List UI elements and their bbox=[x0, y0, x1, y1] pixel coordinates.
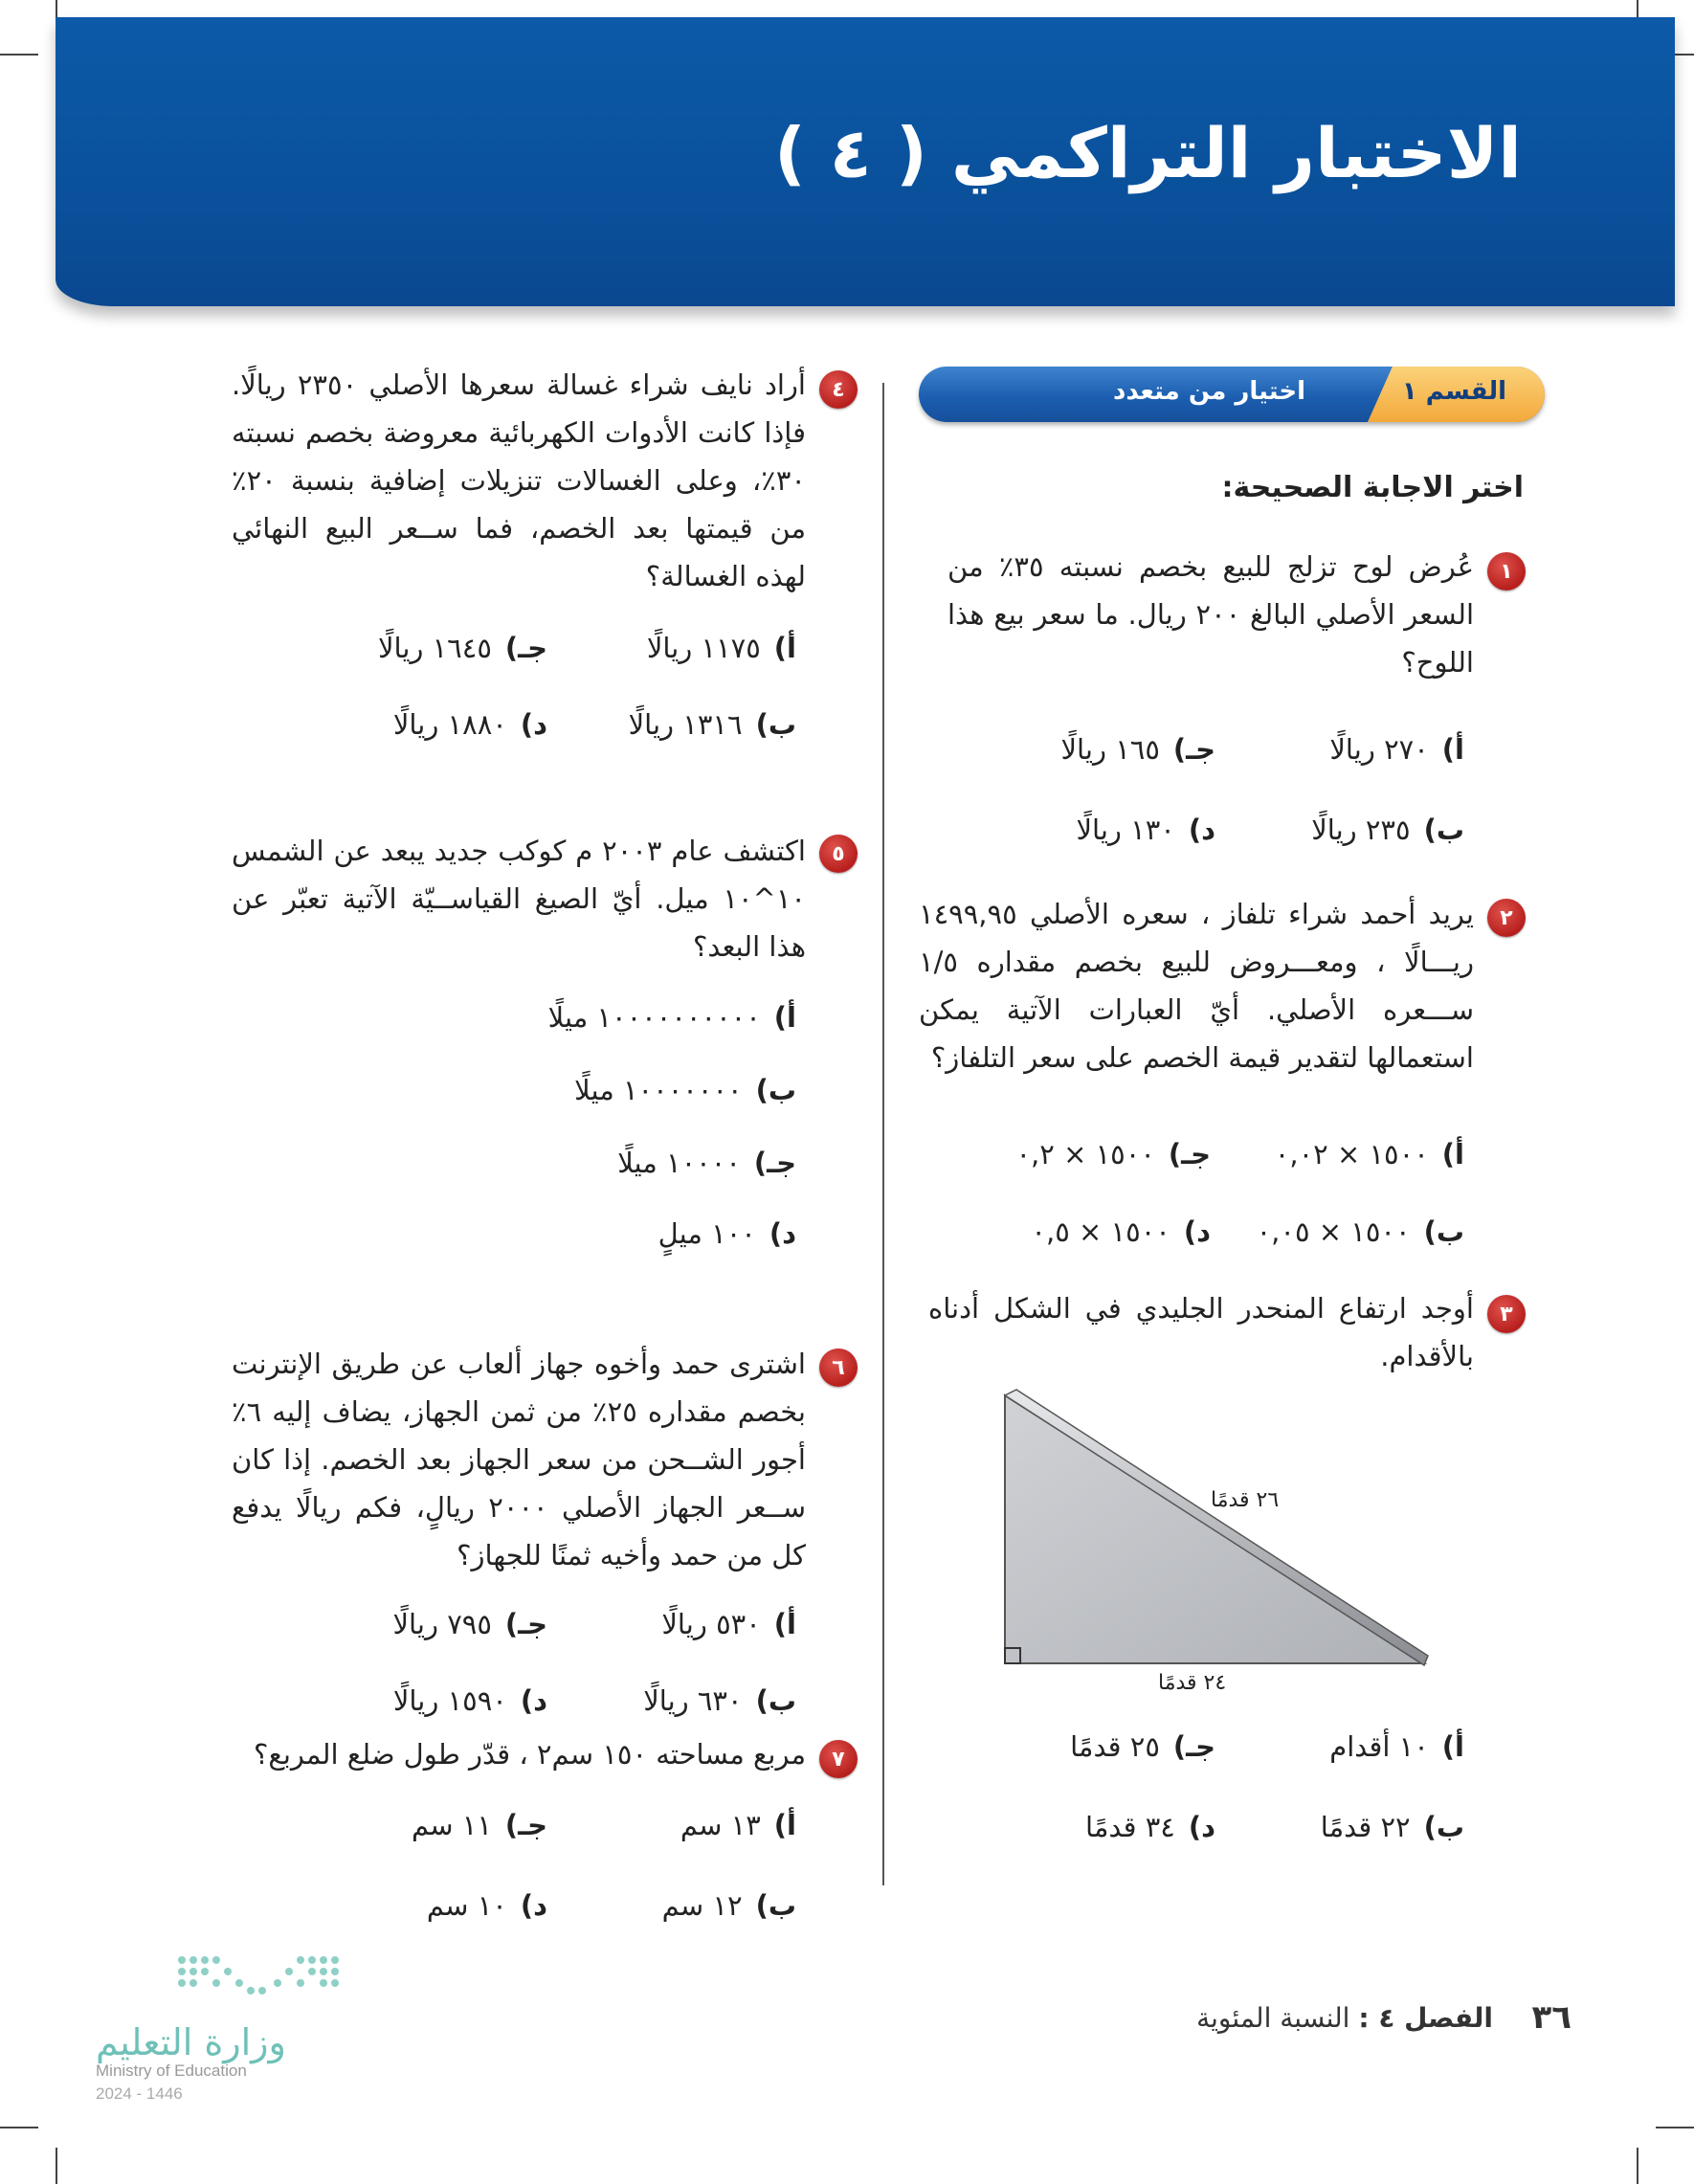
option-b[interactable] bbox=[1321, 1811, 1464, 1843]
crop-mark bbox=[1637, 2148, 1638, 2184]
question-text: عُرض لوح تزلج للبيع بخصم نسبته ٣٥٪ من السعر الأصلي البالغ ٢٠٠ ريال. ما سعر بيع هذا اللوح؟ bbox=[947, 550, 1475, 679]
option-d[interactable] bbox=[1031, 1215, 1211, 1248]
option-letter: ب) bbox=[1423, 813, 1464, 846]
option-value: ١٥٠٠ × ٠,٠٢ bbox=[1274, 1138, 1429, 1170]
option-value: ١٦٥ ريالًا bbox=[1060, 733, 1160, 766]
question-text: يريد أحمد شراء تلفاز ، سعره الأصلي ١٤٩٩,٩٥ ريـــالًا ، ومعـــروض للبيع بخصم مقداره ١/٥ ســـعره الأصلي. أيّ العبارات الآتية يمكن استعمالها لتقدير قيمة الخصم على سعر التلفاز؟ bbox=[919, 898, 1474, 1074]
section-bar bbox=[919, 367, 1545, 422]
question-number: ٧ bbox=[819, 1740, 858, 1778]
option-letter: جـ) bbox=[753, 1147, 796, 1179]
option-c[interactable] bbox=[412, 1809, 547, 1841]
option-a[interactable] bbox=[647, 632, 796, 664]
option-value: ١٣ سم bbox=[680, 1809, 761, 1841]
column-divider bbox=[882, 383, 884, 1885]
section-number: القسم ١ bbox=[1401, 377, 1506, 406]
option-d[interactable] bbox=[393, 708, 547, 741]
option-c[interactable] bbox=[1070, 1730, 1215, 1763]
question-text: اشترى حمد وأخوه جهاز ألعاب عن طريق الإنترنت بخصم مقداره ٢٥٪ من ثمن الجهاز، يضاف إليه ٦٪ أجور الشــحن من سعر الجهاز بعد الخصم. إذا كان ســعر الجهاز الأصلي ٢٠٠٠ ريالٍ، فكم ريالًا يدفع كل من حمد وأخيه ثمنًا للجهاز؟ bbox=[232, 1348, 807, 1571]
option-letter: أ) bbox=[773, 632, 796, 664]
option-letter: أ) bbox=[1441, 1730, 1464, 1763]
crop-mark bbox=[0, 54, 38, 56]
option-value: ٦٣٠ ريالًا bbox=[643, 1684, 743, 1717]
option-value: ٢٣٥ ريالًا bbox=[1311, 813, 1411, 846]
option-letter: د) bbox=[520, 708, 547, 741]
option-value: ١١ سم bbox=[411, 1809, 492, 1841]
option-letter: ب) bbox=[1423, 1811, 1464, 1843]
option-letter: أ) bbox=[773, 1809, 796, 1841]
ministry-name-ar: وزارة التعليم bbox=[96, 2021, 286, 2063]
option-b[interactable] bbox=[629, 708, 796, 741]
option-a[interactable] bbox=[1329, 1730, 1464, 1763]
instruction: اختر الاجابة الصحيحة: bbox=[1221, 471, 1524, 504]
option-letter: أ) bbox=[1441, 1138, 1464, 1170]
option-b[interactable] bbox=[662, 1889, 796, 1922]
option-value: ١١٧٥ ريالًا bbox=[646, 632, 761, 664]
question-number: ٦ bbox=[819, 1348, 858, 1387]
chapter-title: النسبة المئوية bbox=[1196, 2002, 1350, 2034]
option-letter: د) bbox=[520, 1889, 547, 1922]
ministry-name-en: Ministry of Education bbox=[96, 2061, 247, 2080]
option-value: ١٢ سم bbox=[661, 1889, 743, 1922]
section-label: اختيار من متعدد bbox=[1113, 377, 1305, 406]
option-c[interactable] bbox=[393, 1608, 547, 1640]
ministry-logo-icon bbox=[172, 1952, 345, 2000]
option-b[interactable] bbox=[1257, 1215, 1464, 1248]
option-letter: جـ) bbox=[1168, 1138, 1211, 1170]
option-value: ١٥٠٠ × ٠,٢ bbox=[1015, 1138, 1155, 1170]
question-text: مربع مساحته ١٥٠ سم٢ ، قدّر طول ضلع المربع؟ bbox=[254, 1738, 806, 1771]
option-value: ٧٩٥ ريالًا bbox=[392, 1608, 492, 1640]
question-number: ٤ bbox=[819, 370, 858, 409]
option-d[interactable] bbox=[427, 1889, 547, 1922]
option-c[interactable] bbox=[1061, 733, 1215, 766]
option-value: ١٠٠٠٠ ميلًا bbox=[617, 1147, 741, 1179]
option-d[interactable] bbox=[1085, 1811, 1215, 1843]
question-number: ٢ bbox=[1487, 899, 1526, 937]
option-a[interactable] bbox=[661, 1608, 796, 1640]
option-a[interactable] bbox=[1275, 1138, 1464, 1170]
option-letter: ب) bbox=[755, 708, 796, 741]
option-value: ١٠٠ ميلٍ bbox=[658, 1217, 756, 1250]
question-text: اكتشف عام ٢٠٠٣ م كوكب جديد يبعد عن الشمس ١٠^١٠ ميل. أيّ الصيغ القياســيّة الآتية تعبّر عن هذا البعد؟ bbox=[232, 835, 806, 963]
question-text: أوجد ارتفاع المنحدر الجليدي في الشكل أدناه بالأقدام. bbox=[928, 1292, 1474, 1372]
option-value: ١٠٠٠٠٠٠٠ ميلًا bbox=[574, 1074, 743, 1106]
option-letter: د) bbox=[1188, 1811, 1215, 1843]
question-number: ٥ bbox=[819, 835, 858, 873]
option-value: ١٣١٦ ريالًا bbox=[628, 708, 743, 741]
option-letter: أ) bbox=[773, 1001, 796, 1034]
option-a[interactable] bbox=[1329, 733, 1464, 766]
option-letter: جـ) bbox=[1172, 1730, 1215, 1763]
option-d[interactable] bbox=[1076, 813, 1215, 846]
option-value: ٥٣٠ ريالًا bbox=[661, 1608, 761, 1640]
option-c[interactable] bbox=[1015, 1138, 1211, 1170]
option-value: ٢٧٠ ريالًا bbox=[1329, 733, 1429, 766]
option-value: ١٥٠٠ × ٠,٥ bbox=[1031, 1215, 1170, 1248]
option-value: ١٣٠ ريالًا bbox=[1076, 813, 1175, 846]
option-c[interactable] bbox=[617, 1147, 796, 1179]
edition-year: 2024 - 1446 bbox=[96, 2084, 183, 2103]
option-value: ٢٢ قدمًا bbox=[1320, 1811, 1411, 1843]
option-a[interactable] bbox=[548, 1001, 796, 1034]
option-c[interactable] bbox=[378, 632, 547, 664]
question-number: ١ bbox=[1487, 552, 1526, 591]
option-value: ١٠٠٠٠٠٠٠٠٠٠ ميلًا bbox=[547, 1001, 761, 1034]
ramp-figure bbox=[995, 1388, 1436, 1675]
option-value: ١٦٤٥ ريالًا bbox=[377, 632, 492, 664]
option-letter: د) bbox=[1183, 1215, 1211, 1248]
option-a[interactable] bbox=[680, 1809, 796, 1841]
option-value: ١٠ أقدام bbox=[1329, 1730, 1429, 1763]
option-d[interactable] bbox=[393, 1684, 547, 1717]
crop-mark bbox=[1656, 2127, 1694, 2128]
option-letter: ب) bbox=[755, 1684, 796, 1717]
crop-mark bbox=[0, 2127, 38, 2128]
crop-mark bbox=[56, 2148, 57, 2184]
base-label: ٢٤ قدمًا bbox=[1158, 1671, 1227, 1695]
page-number: ٣٦ bbox=[1531, 1998, 1571, 2037]
option-letter: جـ) bbox=[504, 1608, 547, 1640]
option-letter: أ) bbox=[1441, 733, 1464, 766]
option-value: ٣٤ قدمًا bbox=[1085, 1811, 1175, 1843]
option-b[interactable] bbox=[643, 1684, 796, 1717]
option-letter: ب) bbox=[755, 1889, 796, 1922]
option-value: ١٠ سم bbox=[426, 1889, 507, 1922]
chapter-prefix: الفصل ٤ : bbox=[1358, 2002, 1493, 2034]
option-b[interactable] bbox=[1311, 813, 1464, 846]
option-letter: جـ) bbox=[504, 1809, 547, 1841]
option-letter: جـ) bbox=[1172, 733, 1215, 766]
question-number: ٣ bbox=[1487, 1295, 1526, 1333]
option-letter: ب) bbox=[1423, 1215, 1464, 1248]
option-value: ١٥٩٠ ريالًا bbox=[392, 1684, 507, 1717]
option-letter: د) bbox=[1188, 813, 1215, 846]
option-b[interactable] bbox=[574, 1074, 796, 1106]
chapter-label bbox=[1196, 2002, 1493, 2034]
option-letter: ب) bbox=[755, 1074, 796, 1106]
option-d[interactable] bbox=[658, 1217, 796, 1250]
option-value: ٢٥ قدمًا bbox=[1070, 1730, 1160, 1763]
page-title: الاختبار التراكمي ( ٤ ) bbox=[773, 113, 1522, 193]
hypotenuse-label: ٢٦ قدمًا bbox=[1211, 1488, 1280, 1512]
question-text: أراد نايف شراء غسالة سعرها الأصلي ٢٣٥٠ ريالًا. فإذا كانت الأدوات الكهربائية معروضة بخصم نسبته ٣٠٪، وعلى الغسالات تنزيلات إضافية بنسبة ٢٠٪ من قيمتها بعد الخصم، فما ســعر البيع النهائي لهذه الغسالة؟ bbox=[232, 368, 806, 592]
option-letter: د) bbox=[520, 1684, 547, 1717]
option-letter: جـ) bbox=[504, 632, 547, 664]
option-letter: أ) bbox=[773, 1608, 796, 1640]
option-value: ١٥٠٠ × ٠,٠٥ bbox=[1256, 1215, 1411, 1248]
option-letter: د) bbox=[769, 1217, 796, 1250]
option-value: ١٨٨٠ ريالًا bbox=[392, 708, 507, 741]
